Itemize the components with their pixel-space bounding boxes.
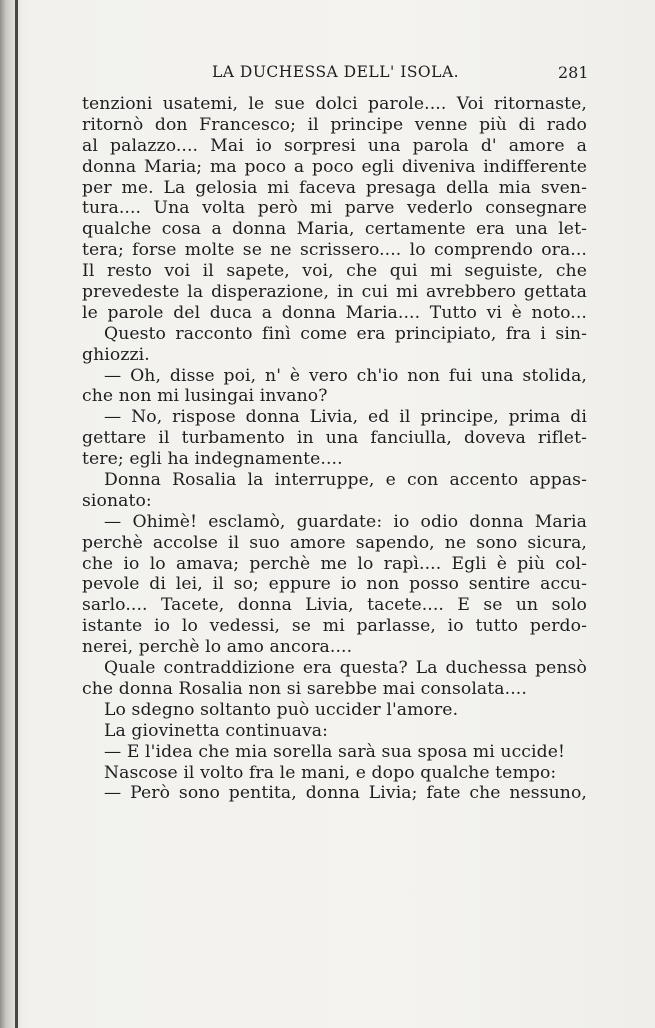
text-line: donna Maria; ma poco a poco egli diveniva indifferente <box>82 156 587 177</box>
text-line: che donna Rosalia non si sarebbe mai consolata.... <box>82 678 527 699</box>
text-line: tera; forse molte se ne scrissero.... lo comprendo ora... <box>82 240 587 261</box>
running-head <box>0 63 655 87</box>
text-line: ghiozzi. <box>82 344 150 365</box>
text-line: Donna Rosalia la interruppe, e con accento appas- <box>104 470 587 491</box>
text-line: gettare il turbamento in una fanciulla, doveva riflet- <box>82 428 587 449</box>
text-line: istante io lo vedessi, se mi parlasse, io tutto perdo- <box>82 616 587 637</box>
text-line: La giovinetta continuava: <box>104 720 329 741</box>
text-line: sarlo.... Tacete, donna Livia, tacete.... E se un solo <box>82 595 587 616</box>
text-line: al palazzo.... Mai io sorpresi una parola d' amore a <box>82 135 587 156</box>
text-line: Il resto voi il sapete, voi, che qui mi seguiste, che <box>82 261 587 282</box>
text-line: pevole di lei, il so; eppure io non posso sentire accu- <box>82 574 587 595</box>
text-line: qualche cosa a donna Maria, certamente era una let- <box>82 219 587 240</box>
text-line: ritornò don Francesco; il principe venne più di rado <box>82 114 587 135</box>
text-line: che non mi lusingai invano? <box>82 386 328 407</box>
text-line: nerei, perchè lo amo ancora.... <box>82 637 353 658</box>
text-line: per me. La gelosia mi faceva presaga della mia sven- <box>82 177 587 198</box>
text-line: — No, rispose donna Livia, ed il principe, prima di <box>104 407 587 428</box>
text-line: — E l'idea che mia sorella sarà sua sposa mi uccide! <box>104 741 566 762</box>
text-line: Nascose il volto fra le mani, e dopo qualche tempo: <box>104 762 557 783</box>
text-line: che io lo amava; perchè me lo rapì.... Egli è più col- <box>82 553 587 574</box>
running-title: LA DUCHESSA DELL' ISOLA. <box>212 63 460 81</box>
page-number: 281 <box>558 63 589 82</box>
body-text <box>82 94 587 804</box>
text-line: perchè accolse il suo amore sapendo, ne sono sicura, <box>82 532 587 553</box>
text-line: sionato: <box>82 490 152 511</box>
text-line: Questo racconto finì come era principiato, fra i sin- <box>104 323 587 344</box>
text-line: — Però sono pentita, donna Livia; fate che nessuno, <box>104 783 587 804</box>
spine-shadow <box>0 0 22 1028</box>
text-line: Lo sdegno soltanto può uccider l'amore. <box>104 699 459 720</box>
text-line: le parole del duca a donna Maria.... Tutto vi è noto... <box>82 302 587 323</box>
text-line: — Oh, disse poi, n' è vero ch'io non fui una stolida, <box>104 365 587 386</box>
text-line: Quale contraddizione era questa? La duchessa pensò <box>104 658 587 679</box>
text-line: tenzioni usatemi, le sue dolci parole.... Voi ritornaste, <box>82 94 587 114</box>
text-line: tere; egli ha indegnamente.... <box>82 449 343 470</box>
text-line: tura.... Una volta però mi parve vederlo consegnare <box>82 198 587 219</box>
text-line: prevedeste la disperazione, in cui mi avrebbero gettata <box>82 282 587 303</box>
text-line: — Ohimè! esclamò, guardate: io odio donna Maria <box>104 511 587 532</box>
page-border-line <box>15 0 18 1028</box>
